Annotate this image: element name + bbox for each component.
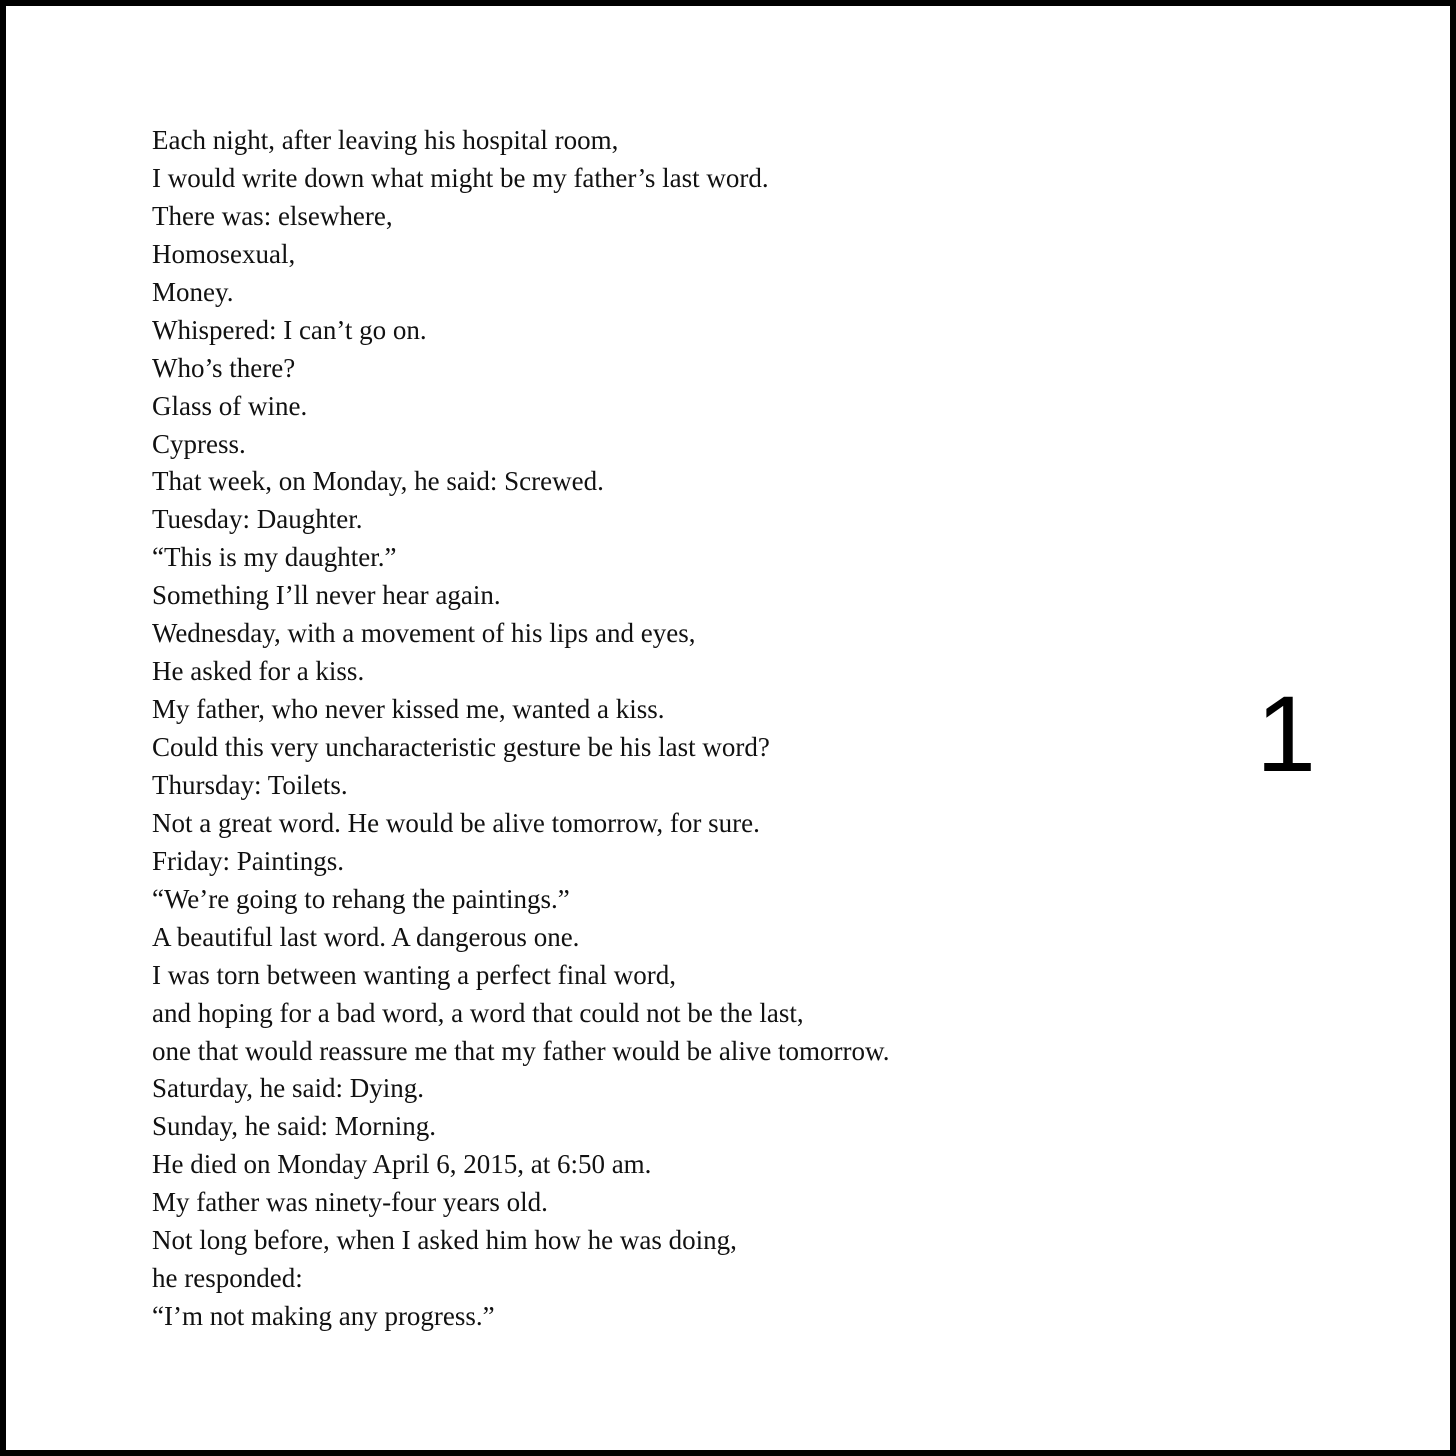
poem-line: My father was ninety-four years old. <box>152 1187 548 1218</box>
poem-line: I would write down what might be my father’s last word. <box>152 162 769 193</box>
poem-line: Something I’ll never hear again. <box>152 580 501 611</box>
poem-line: He asked for a kiss. <box>152 656 365 687</box>
poem-line: Cypress. <box>152 428 246 459</box>
poem-line: Who’s there? <box>152 352 296 383</box>
poem-line: I was torn between wanting a perfect final word, <box>152 959 677 990</box>
poem-line: Thursday: Toilets. <box>152 769 348 800</box>
poem-line: Homosexual, <box>152 238 296 269</box>
poem-line: “This is my daughter.” <box>152 542 397 573</box>
poem-line: “I’m not making any progress.” <box>152 1301 495 1332</box>
poem-text <box>152 122 890 1336</box>
page-number: 1 <box>1256 673 1317 794</box>
poem-line: Saturday, he said: Dying. <box>152 1073 424 1104</box>
poem-line: “We’re going to rehang the paintings.” <box>152 883 570 914</box>
poem-line: A beautiful last word. A dangerous one. <box>152 921 580 952</box>
poem-line: Tuesday: Daughter. <box>152 504 363 535</box>
poem-line: Not a great word. He would be alive tomorrow, for sure. <box>152 807 760 838</box>
poem-line: He died on Monday April 6, 2015, at 6:50 am. <box>152 1149 652 1180</box>
poem-line: Glass of wine. <box>152 390 308 421</box>
poem-line: My father, who never kissed me, wanted a kiss. <box>152 694 665 725</box>
poem-line: Sunday, he said: Morning. <box>152 1111 436 1142</box>
poem-line: Each night, after leaving his hospital room, <box>152 125 619 155</box>
poem-line: Whispered: I can’t go on. <box>152 314 427 345</box>
poem-line: Not long before, when I asked him how he was doing, <box>152 1225 737 1256</box>
poem-line: Could this very uncharacteristic gesture be his last word? <box>152 732 770 762</box>
poem-line: and hoping for a bad word, a word that could not be the last, <box>152 997 804 1028</box>
poem-line: There was: elsewhere, <box>152 200 393 231</box>
poem-line: Wednesday, with a movement of his lips and eyes, <box>152 618 696 649</box>
poem-line: one that would reassure me that my father would be alive tomorrow. <box>152 1035 890 1066</box>
poem-line: Money. <box>152 276 234 307</box>
poem-line: That week, on Monday, he said: Screwed. <box>152 466 604 497</box>
poem-line: he responded: <box>152 1263 303 1294</box>
poem-line: Friday: Paintings. <box>152 845 345 876</box>
